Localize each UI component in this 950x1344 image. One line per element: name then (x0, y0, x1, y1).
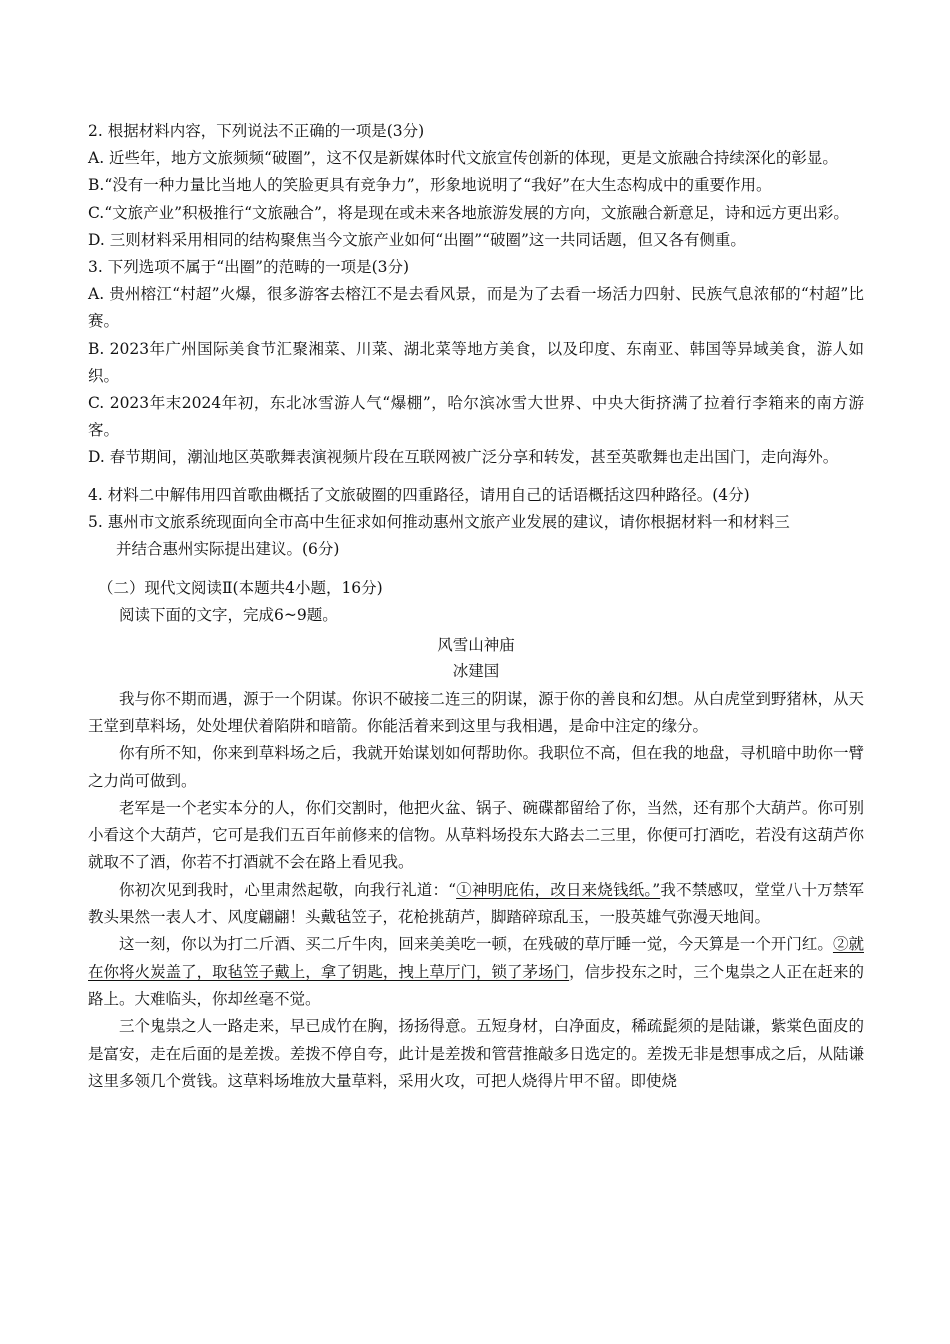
question-3-option-d: D. 春节期间，潮汕地区英歌舞表演视频片段在互联网被广泛分享和转发，甚至英歌舞也走出国门，走向海外。 (88, 448, 839, 467)
passage-title: 风雪山神庙 (437, 635, 515, 654)
question-2-option-a: A. 近些年，地方文旅频频“破圈”，这不仅是新媒体时代文旅宣传创新的体现，更是文旅融合持续深化的彰显。 (88, 149, 838, 168)
paragraph-4-rest: 我不禁感叹，堂堂八十万禁军教头果然一表人才、风度翩翩！头戴毡笠子，花枪挑葫芦，脚踏碎琼乱玉，一股英雄气弥漫天地间。 (88, 880, 864, 927)
section-instruction: 阅读下面的文字，完成6~9题。 (119, 606, 338, 625)
question-2-option-d: D. 三则材料采用相同的结构聚焦当今文旅产业如何“出圈”“破圈”这一共同话题，但又各有侧重。 (88, 230, 746, 249)
section-heading: （二）现代文阅读Ⅱ(本题共4小题，16分) (98, 579, 383, 598)
passage-paragraph-6: 三个鬼祟之人一路走来，早已成竹在胸，扬扬得意。五短身材，白净面皮，稀疏髭须的是陆谦，紫棠色面皮的是富安，走在后面的是差拨。差拨不停自夸，此计是差拨和管营推敲多日选定的。差拨无非是想事成之后，从陆谦这里多领几个赏钱。这草料场堆放大量草料，采用火攻，可把人烧得片甲不留。即使烧 (88, 1017, 864, 1090)
question-3-option-b: B. 2023年广州国际美食节汇聚湘菜、川菜、湖北菜等地方美食，以及印度、东南亚、韩国等异域美食，游人如织。 (88, 339, 864, 385)
underlined-sentence-1: ①神明庇佑，改日来烧钱纸。” (456, 880, 661, 899)
question-2-option-b: B.“没有一种力量比当地人的笑脸更具有竞争力”，形象地说明了“我好”在大生态构成中的重要作用。 (88, 176, 772, 195)
passage-paragraph-4 (88, 877, 864, 932)
spacer (88, 472, 864, 482)
passage-paragraph-1: 我与你不期而遇，源于一个阴谋。你识不破接二连三的阴谋，源于你的善良和幻想。从白虎堂到野猪林，从天王堂到草料场，处处埋伏着陷阱和暗箭。你能活着来到这里与我相遇，是命中注定的缘分。 (88, 689, 864, 735)
passage-body (88, 686, 864, 1095)
passage-author: 冰建国 (452, 661, 500, 680)
passage-paragraph-3: 老军是一个老实本分的人，你们交割时，他把火盆、锅子、碗碟都留给了你，当然，还有那个大葫芦。你可别小看这个大葫芦，它可是我们五百年前修来的信物。从草料场投东大路去二三里，你便可打酒吃，若没有这葫芦你就取不了酒，你若不打酒就不会在路上看见我。 (88, 798, 864, 872)
question-3-option-a: A. 贵州榕江“村超”火爆，很多游客去榕江不是去看风景，而是为了去看一场活力四射、民族气息浓郁的“村超”比赛。 (88, 285, 864, 331)
question-2-option-c: C.“文旅产业”积极推行“文旅融合”，将是现在或未来各地旅游发展的方向，文旅融合新意足，诗和远方更出彩。 (88, 203, 849, 222)
paragraph-5-lead: 这一刻，你以为打二斤酒、买二斤牛肉，回来美美吃一顿，在残破的草厅睡一觉，今天算是一个开门红。 (119, 935, 833, 954)
question-3 (88, 254, 864, 472)
passage-title-block (88, 632, 864, 684)
question-3-stem: 3. 下列选项不属于“出圈”的范畴的一项是(3分) (88, 258, 410, 277)
question-5-line-2: 并结合惠州实际提出建议。(6分) (116, 540, 340, 559)
passage-paragraph-2: 你有所不知，你来到草料场之后，我就开始谋划如何帮助你。我职位不高，但在我的地盘，寻机暗中助你一臂之力尚可做到。 (88, 744, 864, 790)
question-2 (88, 118, 864, 254)
question-4: 4. 材料二中解伟用四首歌曲概括了文旅破圈的四重路径，请用自己的话语概括这四种路径。(4分) (88, 485, 750, 504)
question-3-option-c: C. 2023年末2024年初，东北冰雪游人气“爆棚”，哈尔滨冰雪大世界、中央大街挤满了拉着行李箱来的南方游客。 (88, 394, 864, 440)
paragraph-4-lead: 你初次见到我时，心里肃然起敬，向我行礼道：“ (119, 880, 457, 899)
question-5-line-1: 5. 惠州市文旅系统现面向全市高中生征求如何推动惠州文旅产业发展的建议，请你根据材料一和材料三 (88, 512, 790, 531)
exam-page (88, 118, 864, 1095)
passage-paragraph-5 (88, 931, 864, 1013)
paragraph-5-rest: ，信步投东之时，三个鬼祟之人正在赶来的路上。大难临头，你却丝毫不觉。 (88, 962, 864, 1008)
underlined-sentence-2: ②就在你将火炭盖了，取毡笠子戴上，拿了钥匙，拽上草厅门，锁了茅场门 (88, 935, 864, 981)
questions-4-5 (88, 482, 864, 564)
question-2-stem: 2. 根据材料内容，下列说法不正确的一项是(3分) (88, 122, 425, 140)
